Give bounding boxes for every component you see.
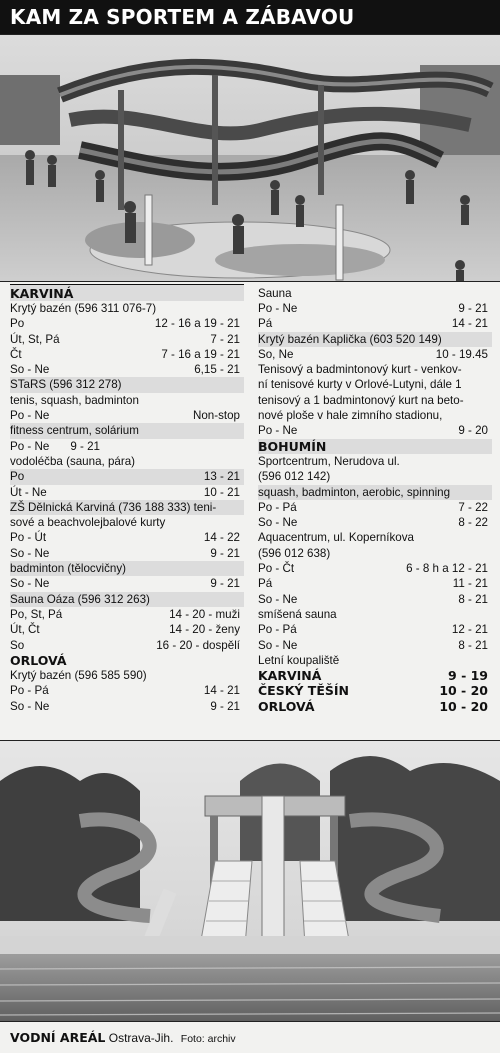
- venue-activities: vodoléčba (sauna, pára): [10, 454, 136, 468]
- venue-title: ZŠ Dělnická Karviná (736 188 333) teni-: [10, 500, 244, 515]
- venue-activities: fitness centrum, solárium: [10, 423, 244, 438]
- hours-row: Po - Ne Non-stop: [10, 409, 240, 423]
- venue-activities: smíšená sauna: [258, 607, 337, 621]
- hours-row: So - Ne 8 - 21: [258, 592, 488, 606]
- caption-place: Ostrava-Jih.: [108, 1031, 174, 1045]
- water-park-photo: [0, 740, 500, 1022]
- hours-row: Po - Ne 9 - 21: [10, 439, 100, 453]
- hours-row: ČESKÝ TĚŠÍN 10 - 20: [258, 683, 488, 699]
- hours-row: Po - Pá 7 - 22: [258, 500, 488, 514]
- hours-row: Po, St, Pá 14 - 20 - muži: [10, 607, 240, 621]
- venue-activities: badminton (tělocvičny): [10, 561, 244, 576]
- hours-row: ORLOVÁ 10 - 20: [258, 698, 488, 714]
- venue-title: Aquacentrum, ul. Koperníkova: [258, 531, 414, 545]
- venue-title: Sauna Oáza (596 312 263): [10, 592, 244, 607]
- hours-row: So, Ne 10 - 19.45: [258, 347, 488, 361]
- venue-description: ní tenisové kurty v Orlové-Lutyni, dále 1: [258, 378, 462, 392]
- venue-title: Krytý bazén Kaplička (603 520 149): [258, 332, 492, 347]
- venue-phone: (596 012 638): [258, 546, 331, 560]
- waterslide-photo: [0, 34, 500, 282]
- hours-row: So - Ne 9 - 21: [10, 546, 240, 560]
- venue-title: Krytý bazén (596 585 590): [10, 669, 147, 683]
- hours-row: Po - Pá 12 - 21: [258, 623, 488, 637]
- hours-row: Po - Ne 9 - 21: [258, 302, 488, 315]
- right-column: [258, 284, 488, 714]
- section-header-karvina: KARVINÁ: [10, 284, 244, 301]
- venue-title: Letní koupaliště: [258, 653, 340, 667]
- photo-caption: [10, 1028, 490, 1048]
- hours-row: So - Ne 9 - 21: [10, 699, 240, 713]
- hours-row: Út - Ne 10 - 21: [10, 485, 240, 499]
- section-header-orlova: ORLOVÁ: [10, 652, 67, 668]
- hours-row: So - Ne 9 - 21: [10, 577, 240, 591]
- hours-row: Po - Čt 6 - 8 h a 12 - 21: [258, 562, 488, 576]
- caption-credit: Foto: archiv: [180, 1033, 236, 1045]
- hours-row: Po 12 - 16 a 19 - 21: [10, 317, 240, 331]
- hours-row: Út, St, Pá 7 - 21: [10, 332, 240, 346]
- venue-title: STaRS (596 312 278): [10, 377, 244, 392]
- hours-row: Po 13 - 21: [10, 469, 244, 484]
- hours-row: Po - Ne 9 - 20: [258, 424, 488, 438]
- hours-row: Pá 11 - 21: [258, 577, 488, 591]
- venue-title: Krytý bazén (596 311 076-7): [10, 302, 157, 315]
- hours-row: Čt 7 - 16 a 19 - 21: [10, 347, 240, 361]
- hours-row: KARVINÁ 9 - 19: [258, 668, 488, 684]
- hours-row: Po - Pá 14 - 21: [10, 684, 240, 698]
- venue-description: nové ploše v hale zimního stadionu,: [258, 409, 443, 423]
- section-header-bohumin: BOHUMÍN: [258, 439, 492, 454]
- left-column: [10, 284, 240, 714]
- venue-description: Tenisový a badmintonový kurt - venkov-: [258, 363, 462, 377]
- headline: KAM ZA SPORTEM A ZÁBAVOU: [0, 0, 500, 34]
- venue-activities: tenis, squash, badminton: [10, 393, 139, 407]
- venue-phone: (596 012 142): [258, 470, 331, 484]
- venue-title: Sauna: [258, 287, 292, 300]
- listings: [0, 284, 500, 738]
- hours-row: So - Ne 6,15 - 21: [10, 363, 240, 377]
- hours-row: Út, Čt 14 - 20 - ženy: [10, 623, 240, 637]
- hours-row: Pá 14 - 21: [258, 317, 488, 331]
- caption-title: VODNÍ AREÁL: [10, 1030, 106, 1045]
- venue-title: Sportcentrum, Nerudova ul.: [258, 454, 400, 468]
- venue-title: sové a beachvolejbalové kurty: [10, 516, 166, 530]
- venue-description: tenisový a 1 badmintonový kurt na beto-: [258, 393, 464, 407]
- hours-row: Po - Út 14 - 22: [10, 531, 240, 545]
- hours-row: So - Ne 8 - 22: [258, 516, 488, 530]
- venue-activities: squash, badminton, aerobic, spinning: [258, 485, 492, 500]
- hours-row: So 16 - 20 - dospělí: [10, 638, 240, 652]
- hours-row: So - Ne 8 - 21: [258, 638, 488, 652]
